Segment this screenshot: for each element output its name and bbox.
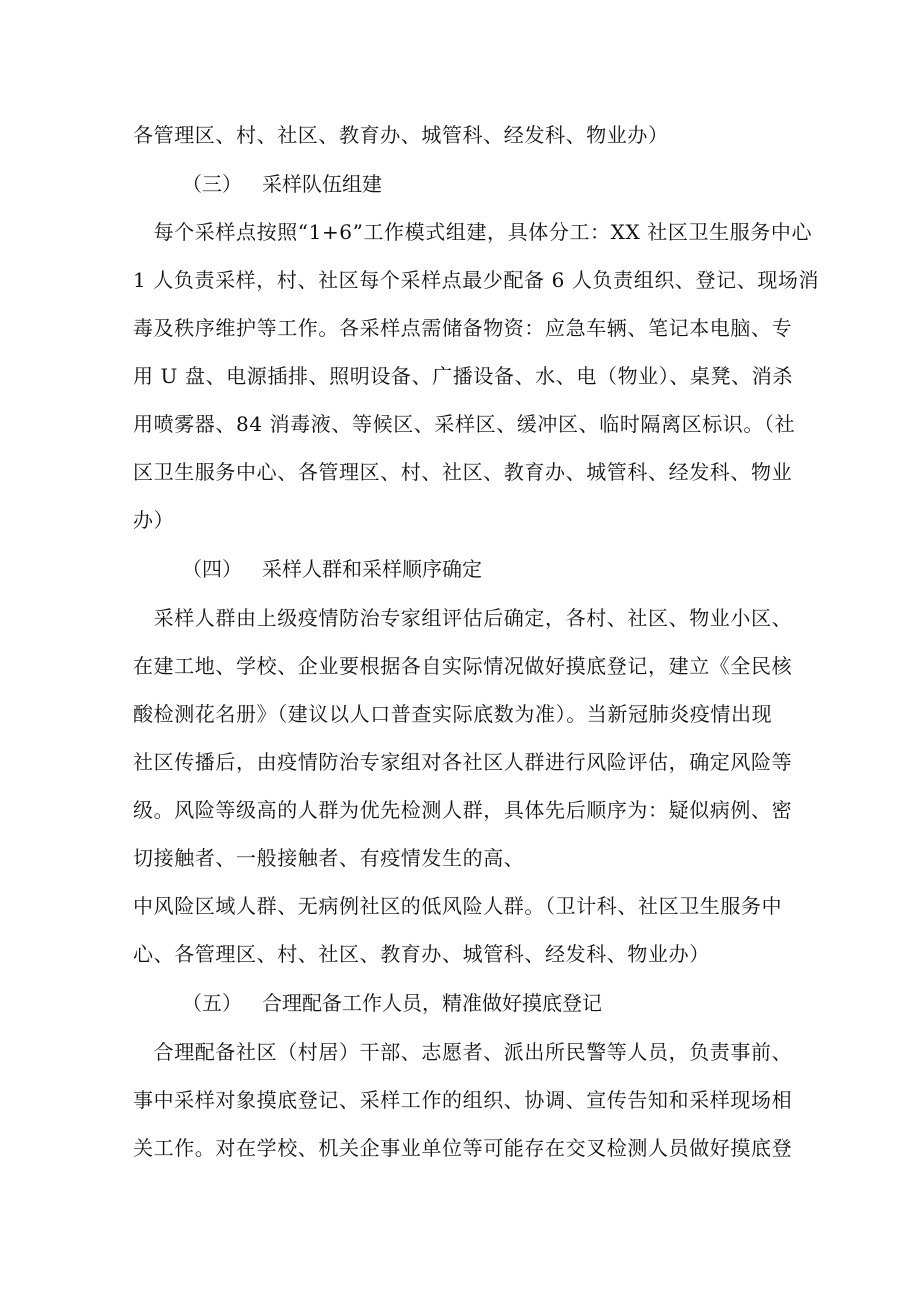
paragraph-line: 切接触者、一般接触者、有疫情发生的高、	[133, 846, 525, 870]
section-number: （三）	[182, 172, 242, 196]
section-heading-5	[182, 989, 602, 1017]
section-title: 采样人群和采样顺序确定	[262, 557, 482, 581]
paragraph-line: 关工作。对在学校、机关企事业单位等可能存在交叉检测人员做好摸底登	[133, 1136, 793, 1160]
paragraph-line: 用 U 盘、电源插排、照明设备、广播设备、水、电（物业）、桌凳、消杀	[133, 364, 793, 388]
paragraph-line: 各管理区、村、社区、教育办、城管科、经发科、物业办）	[133, 123, 669, 147]
section-heading-4	[182, 555, 482, 583]
paragraph-line: 1 人负责采样，村、社区每个采样点最少配备 6 人负责组织、登记、现场消	[133, 268, 820, 292]
paragraph-line: 毒及秩序维护等工作。各采样点需储备物资：应急车辆、笔记本电脑、专	[133, 316, 793, 340]
paragraph-line: 区卫生服务中心、各管理区、村、社区、教育办、城管科、经发科、物业	[133, 460, 793, 484]
section-title: 采样队伍组建	[262, 172, 382, 196]
section-heading-3	[182, 170, 382, 198]
section-number: （四）	[182, 557, 242, 581]
paragraph-line: 心、各管理区、村、社区、教育办、城管科、经发科、物业办）	[133, 942, 710, 966]
paragraph-line: 办）	[133, 508, 175, 532]
paragraph-line: 合理配备社区（村居）干部、志愿者、派出所民警等人员，负责事前、	[133, 1040, 793, 1064]
paragraph-line: 事中采样对象摸底登记、采样工作的组织、协调、宣传告知和采样现场相	[133, 1088, 793, 1112]
paragraph-line: 社区传播后，由疫情防治专家组对各社区人群进行风险评估，确定风险等	[133, 750, 793, 774]
paragraph-line: 用喷雾器、84 消毒液、等候区、采样区、缓冲区、临时隔离区标识。（社	[133, 412, 796, 436]
paragraph-line: 在建工地、学校、企业要根据各自实际情况做好摸底登记，建立《全民核	[133, 654, 793, 678]
section-number: （五）	[182, 991, 242, 1015]
paragraph-line: 酸检测花名册》（建议以人口普查实际底数为准）。当新冠肺炎疫情出现	[133, 702, 773, 726]
paragraph-line: 每个采样点按照“1+6”工作模式组建，具体分工：XX 社区卫生服务中心	[133, 220, 813, 244]
section-title: 合理配备工作人员，精准做好摸底登记	[262, 991, 602, 1015]
paragraph-line: 采样人群由上级疫情防治专家组评估后确定，各村、社区、物业小区、	[133, 606, 793, 630]
paragraph-line: 中风险区域人群、无病例社区的低风险人群。（卫计科、社区卫生服务中	[133, 894, 783, 918]
paragraph-line: 级。风险等级高的人群为优先检测人群，具体先后顺序为：疑似病例、密	[133, 798, 793, 822]
